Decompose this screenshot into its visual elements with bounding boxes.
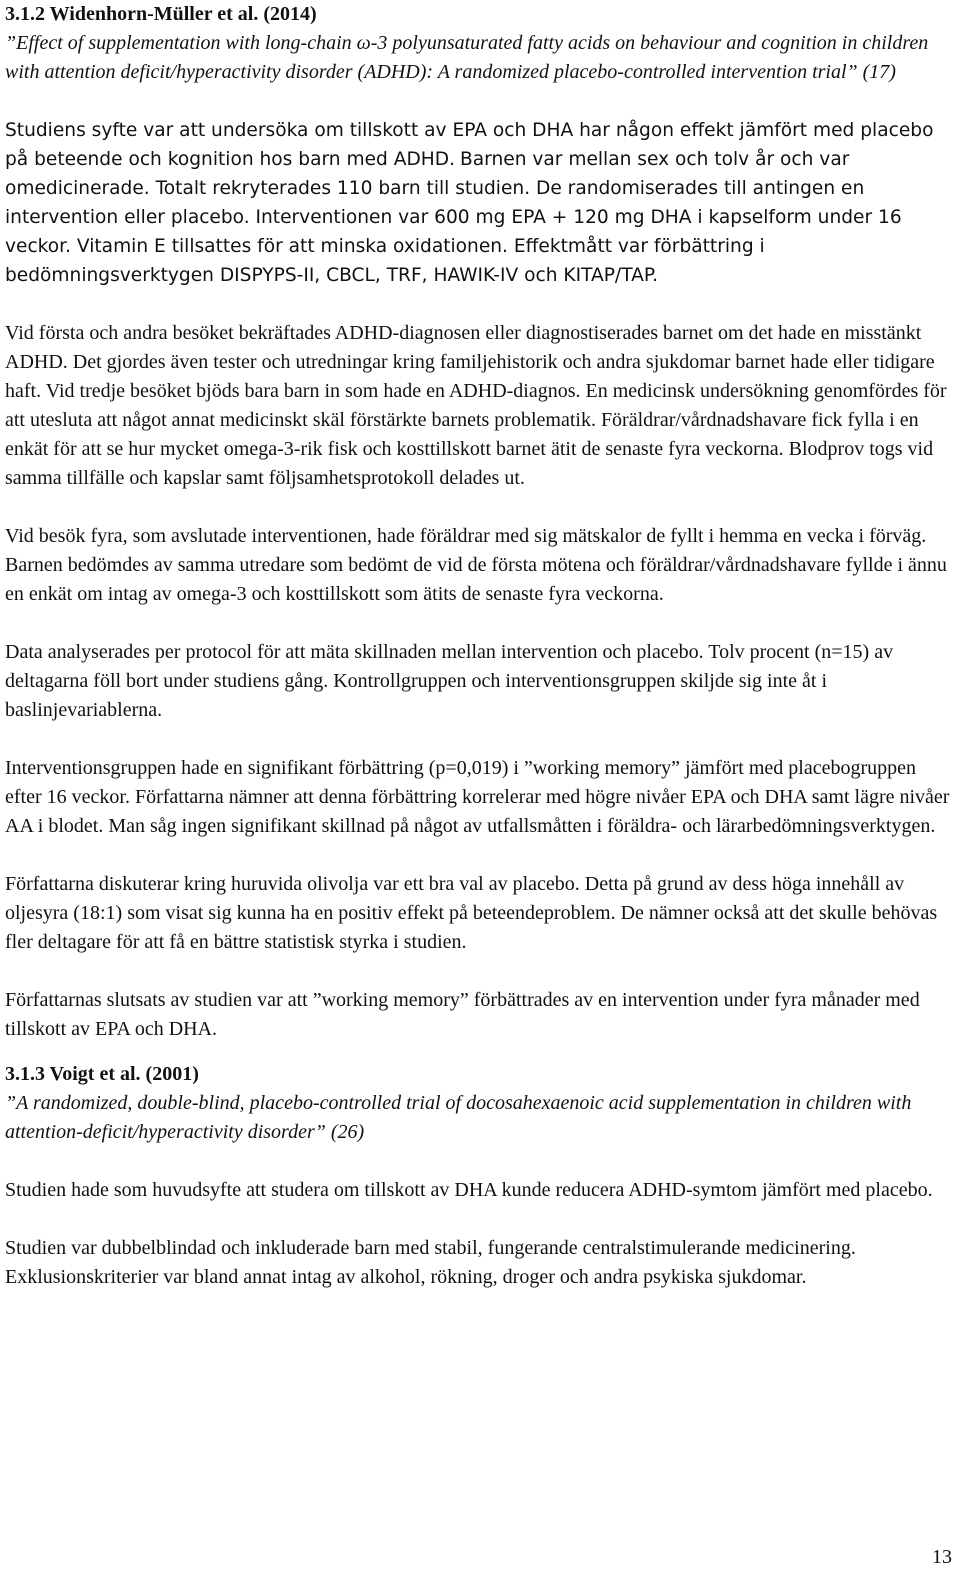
spacer [5, 1044, 953, 1060]
page-number: 13 [932, 1546, 952, 1568]
paragraph: Studien var dubbelblindad och inkluderade barn med stabil, fungerande centralstimulerande medicinering. Exklusionskriterier var bland annat intag av alkohol, rökning, droger och andra psykiska sjukdomar. [5, 1237, 856, 1288]
document-page [5, 0, 953, 1292]
paragraph: Interventionsgruppen hade en signifikant förbättring (p=0,019) i ”working memory” jämfört med placebogruppen efter 16 veckor. Författarna nämner att denna förbättring korrelerar med högre nivåer EPA och DHA samt lägre nivåer AA i blodet. Man såg ingen signifikant skillnad på något av utfallsmåtten i föräldra- och lärarbedömningsverktygen. [5, 757, 950, 837]
paragraph-text: Barnen var mellan sex och tolv år och var omedicinerade. Totalt rekryterades 110 barn till studien. De randomiserades till antingen en intervention eller placebo. Interventionen var 600 mg EPA + 120 mg DHA i kapselform under 16 veckor. Vitamin E tillsattes för att minska oxidationen. Effektmått var förbättring i bedömningsverktygen DISPYPS-II, CBCL, TRF, HAWIK-IV och KITAP/TAP. [5, 149, 902, 286]
spacer [5, 957, 953, 986]
spacer [5, 609, 953, 638]
spacer [5, 1147, 953, 1176]
spacer [5, 725, 953, 754]
paragraph: Data analyserades per protocol för att mäta skillnaden mellan intervention och placebo. Tolv procent (n=15) av deltagarna föll bort under studiens gång. Kontrollgruppen och interventionsgruppen skiljde sig inte åt i baslinjevariablerna. [5, 641, 894, 721]
paragraph: Vid första och andra besöket bekräftades ADHD-diagnosen eller diagnostiserades barnet om det hade en misstänkt ADHD. Det gjordes även tester och utredningar kring familjehistorik och andra sjukdomar barnet hade eller tidigare haft. Vid tredje besöket bjöds bara barn in som hade en ADHD-diagnos. En medicinsk undersökning genomfördes för att utesluta att något annat medicinskt skäl förstärkte barnets problematik. Föräldrar/vårdnadshavare fick fylla i en enkät för att se hur mycket omega-3-rik fisk och kosttillskott barnet ätit de senaste fyra veckorna. Blodprov togs vid samma tillfälle och kapslar samt följsamhetsprotokoll delades ut. [5, 322, 947, 489]
study-title: ”Effect of supplementation with long-chain ω-3 polyunsaturated fatty acids on behaviour and cognition in children with attention deficit/hyperactivity disorder (ADHD): A randomized placebo-controlled intervention trial” (17) [5, 32, 929, 83]
spacer [5, 841, 953, 870]
paragraph [5, 116, 953, 290]
section-heading: 3.1.2 Widenhorn-Müller et al. (2014) [5, 3, 317, 25]
study-title: ”A randomized, double-blind, placebo-controlled trial of docosahexaenoic acid supplementation in children with attention-deficit/hyperactivity disorder” (26) [5, 1092, 912, 1143]
spacer [5, 290, 953, 319]
spacer [5, 87, 953, 116]
paragraph: Författarna diskuterar kring huruvida olivolja var ett bra val av placebo. Detta på grund av dess höga innehåll av oljesyra (18:1) som visat sig kunna ha en positiv effekt på beteendeproblem. De nämner också att det skulle behövas fler deltagare för att få en bättre statistisk styrka i studien. [5, 873, 938, 953]
spacer [5, 493, 953, 522]
paragraph: Studien hade som huvudsyfte att studera om tillskott av DHA kunde reducera ADHD-symtom jämfört med placebo. [5, 1179, 933, 1201]
spacer [5, 1205, 953, 1234]
paragraph: Vid besök fyra, som avslutade interventionen, hade föräldrar med sig mätskalor de fyllt i hemma en vecka i förväg. Barnen bedömdes av samma utredare som bedömt de vid de första mötena och föräldrar/vårdnadshavare fyllde i ännu en enkät om intag av omega-3 och kosttillskott som ätits de senaste fyra veckorna. [5, 525, 947, 605]
paragraph: Författarnas slutsats av studien var att ”working memory” förbättrades av en intervention under fyra månader med tillskott av EPA och DHA. [5, 989, 920, 1040]
paragraph-text: Studiens syfte var att undersöka om tillskott av EPA och DHA har någon effekt jämfört med placebo på beteende och kognition hos barn med ADHD. [5, 120, 934, 170]
section-heading: 3.1.3 Voigt et al. (2001) [5, 1063, 199, 1085]
